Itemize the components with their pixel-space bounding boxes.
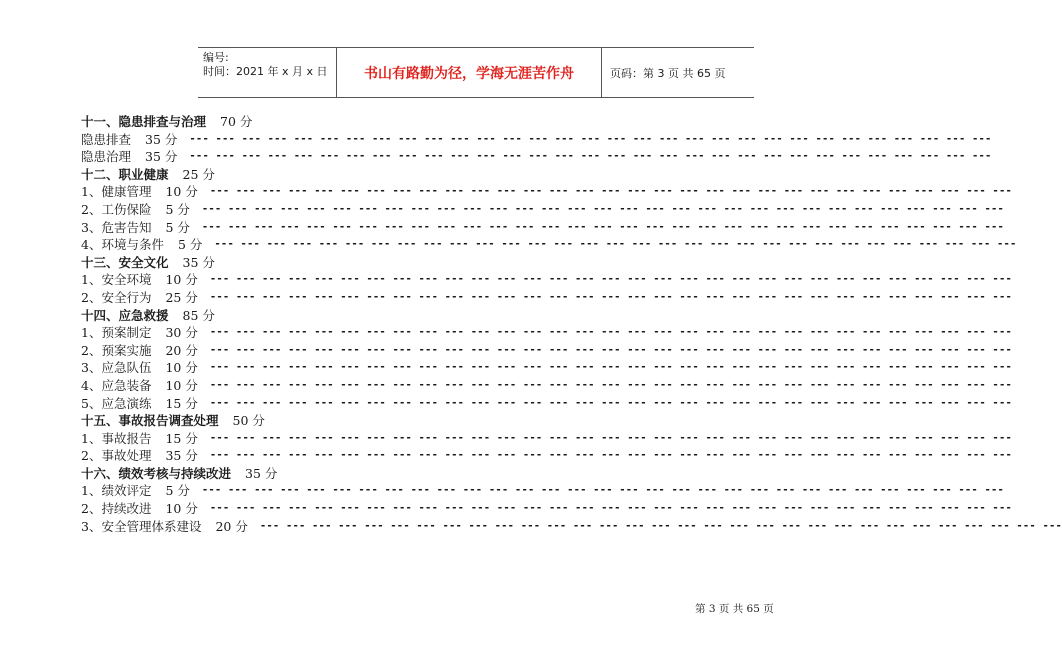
list-item	[81, 219, 1005, 237]
score-value: 25 分	[182, 166, 215, 182]
list-item	[81, 324, 1012, 342]
item-label: 2、工伤保险	[81, 201, 152, 217]
item-label: 5、应急演练	[81, 395, 152, 411]
item-label: 1、预案制定	[81, 325, 152, 341]
score-value: 35 分	[145, 149, 178, 165]
score-value: 10 分	[165, 501, 198, 517]
score-value: 70 分	[220, 114, 253, 129]
score-value: 35 分	[245, 465, 278, 481]
score-value: 10 分	[165, 184, 198, 200]
section-title: 十二、职业健康	[81, 166, 169, 182]
dash-leader: --- --- --- --- --- --- --- --- --- --- --- --- --- --- --- --- --- --- --- --- --- --- --- --- --- --- --- --- --- --- ---	[209, 290, 1012, 303]
list-item	[81, 271, 1012, 289]
list-item	[81, 236, 1017, 254]
section-heading	[81, 307, 841, 325]
list-item	[81, 377, 1012, 395]
item-label: 4、环境与条件	[81, 237, 164, 253]
list-item	[81, 201, 1005, 219]
header-motto: 书山有路勤为径，学海无涯苦作舟	[337, 48, 602, 97]
score-value: 10 分	[165, 360, 198, 376]
list-item	[81, 183, 1012, 201]
time-label: 时间：2021 年 x 月 x 日	[203, 65, 328, 78]
dash-leader: --- --- --- --- --- --- --- --- --- --- --- --- --- --- --- --- --- --- --- --- --- --- --- --- --- --- --- --- --- --- ---	[209, 343, 1012, 356]
dash-leader: --- --- --- --- --- --- --- --- --- --- --- --- --- --- --- --- --- --- --- --- --- --- --- --- --- --- --- --- --- --- ---	[209, 449, 1012, 462]
dash-leader: --- --- --- --- --- --- --- --- --- --- --- --- --- --- --- --- --- --- --- --- --- --- --- --- --- --- --- --- --- --- ---	[201, 202, 1005, 215]
score-value: 85 分	[182, 307, 215, 323]
dash-leader: --- --- --- --- --- --- --- --- --- --- --- --- --- --- --- --- --- --- --- --- --- --- --- --- --- --- --- --- --- --- ---	[209, 431, 1012, 444]
score-value: 35 分	[182, 254, 215, 270]
item-label: 隐患排查	[81, 131, 132, 147]
section-title: 十五、事故报告调查处理	[81, 413, 219, 429]
score-value: 5 分	[165, 219, 190, 235]
list-item	[81, 482, 1005, 500]
score-value: 5 分	[165, 201, 190, 217]
dash-leader: --- --- --- --- --- --- --- --- --- --- --- --- --- --- --- --- --- --- --- --- --- --- --- --- --- --- --- --- --- --- ---	[209, 396, 1012, 409]
section-title: 十一、隐患排查与治理	[81, 114, 207, 129]
section-title: 十四、应急救援	[81, 307, 169, 323]
dash-leader: --- --- --- --- --- --- --- --- --- --- --- --- --- --- --- --- --- --- --- --- --- --- --- --- --- --- --- --- --- --- ---	[209, 273, 1012, 286]
section-heading	[81, 254, 841, 272]
item-label: 隐患治理	[81, 149, 132, 165]
dash-leader: --- --- --- --- --- --- --- --- --- --- --- --- --- --- --- --- --- --- --- --- --- --- --- --- --- --- --- --- --- --- ---	[209, 502, 1012, 515]
score-value: 35 分	[145, 131, 178, 147]
dash-leader: --- --- --- --- --- --- --- --- --- --- --- --- --- --- --- --- --- --- --- --- --- --- --- --- --- --- --- --- --- --- ---	[189, 150, 992, 163]
score-value: 30 分	[165, 325, 198, 341]
list-item	[81, 430, 1012, 448]
dash-leader: --- --- --- --- --- --- --- --- --- --- --- --- --- --- --- --- --- --- --- --- --- --- --- --- --- --- --- --- --- --- ---	[214, 238, 1017, 251]
item-label: 4、应急装备	[81, 377, 152, 393]
page-footer: 第 3 页 共 65 页	[695, 603, 774, 615]
score-value: 35 分	[165, 448, 198, 464]
item-label: 2、预案实施	[81, 342, 152, 358]
item-label: 2、事故处理	[81, 448, 152, 464]
list-item	[81, 148, 992, 166]
section-heading	[81, 113, 841, 131]
dash-leader: --- --- --- --- --- --- --- --- --- --- --- --- --- --- --- --- --- --- --- --- --- --- --- --- --- --- --- --- --- --- ---	[189, 132, 992, 145]
dash-leader: --- --- --- --- --- --- --- --- --- --- --- --- --- --- --- --- --- --- --- --- --- --- --- --- --- --- --- --- --- --- ---	[259, 519, 1062, 532]
score-value: 25 分	[165, 289, 198, 305]
list-item	[81, 447, 1012, 465]
item-label: 3、安全管理体系建设	[81, 518, 202, 534]
section-heading	[81, 465, 841, 483]
section-title: 十三、安全文化	[81, 254, 169, 270]
list-item	[81, 342, 1012, 360]
section-heading	[81, 412, 841, 430]
item-label: 3、应急队伍	[81, 360, 152, 376]
list-item	[81, 131, 992, 149]
dash-leader: --- --- --- --- --- --- --- --- --- --- --- --- --- --- --- --- --- --- --- --- --- --- --- --- --- --- --- --- --- --- ---	[209, 378, 1012, 391]
score-value: 20 分	[165, 342, 198, 358]
item-label: 1、安全环境	[81, 272, 152, 288]
score-value: 10 分	[165, 272, 198, 288]
section-heading	[81, 166, 841, 184]
score-value: 15 分	[165, 395, 198, 411]
item-label: 2、持续改进	[81, 501, 152, 517]
score-value: 20 分	[215, 518, 248, 534]
item-label: 2、安全行为	[81, 289, 152, 305]
item-label: 1、绩效评定	[81, 483, 152, 499]
header-meta	[198, 48, 337, 97]
header-page-code: 页码：第 3 页 共 65 页	[610, 66, 726, 80]
score-value: 10 分	[165, 377, 198, 393]
score-list	[81, 113, 1062, 535]
item-label: 3、危害告知	[81, 219, 152, 235]
item-label: 1、健康管理	[81, 184, 152, 200]
page-header	[198, 47, 754, 98]
list-item	[81, 289, 1012, 307]
dash-leader: --- --- --- --- --- --- --- --- --- --- --- --- --- --- --- --- --- --- --- --- --- --- --- --- --- --- --- --- --- --- ---	[201, 220, 1005, 233]
score-value: 5 分	[177, 237, 203, 253]
score-value: 15 分	[165, 430, 198, 446]
list-item	[81, 359, 1012, 377]
number-label: 编号:	[203, 51, 229, 64]
item-label: 1、事故报告	[81, 430, 152, 446]
score-value: 50 分	[232, 413, 265, 429]
list-item	[81, 500, 1012, 518]
section-title: 十六、绩效考核与持续改进	[81, 465, 232, 481]
dash-leader: --- --- --- --- --- --- --- --- --- --- --- --- --- --- --- --- --- --- --- --- --- --- --- --- --- --- --- --- --- --- ---	[209, 361, 1012, 374]
dash-leader: --- --- --- --- --- --- --- --- --- --- --- --- --- --- --- --- --- --- --- --- --- --- --- --- --- --- --- --- --- --- ---	[201, 484, 1005, 497]
dash-leader: --- --- --- --- --- --- --- --- --- --- --- --- --- --- --- --- --- --- --- --- --- --- --- --- --- --- --- --- --- --- ---	[209, 326, 1012, 339]
list-item	[81, 518, 1062, 536]
list-item	[81, 395, 1012, 413]
score-value: 5 分	[165, 483, 190, 499]
dash-leader: --- --- --- --- --- --- --- --- --- --- --- --- --- --- --- --- --- --- --- --- --- --- --- --- --- --- --- --- --- --- ---	[209, 185, 1012, 198]
